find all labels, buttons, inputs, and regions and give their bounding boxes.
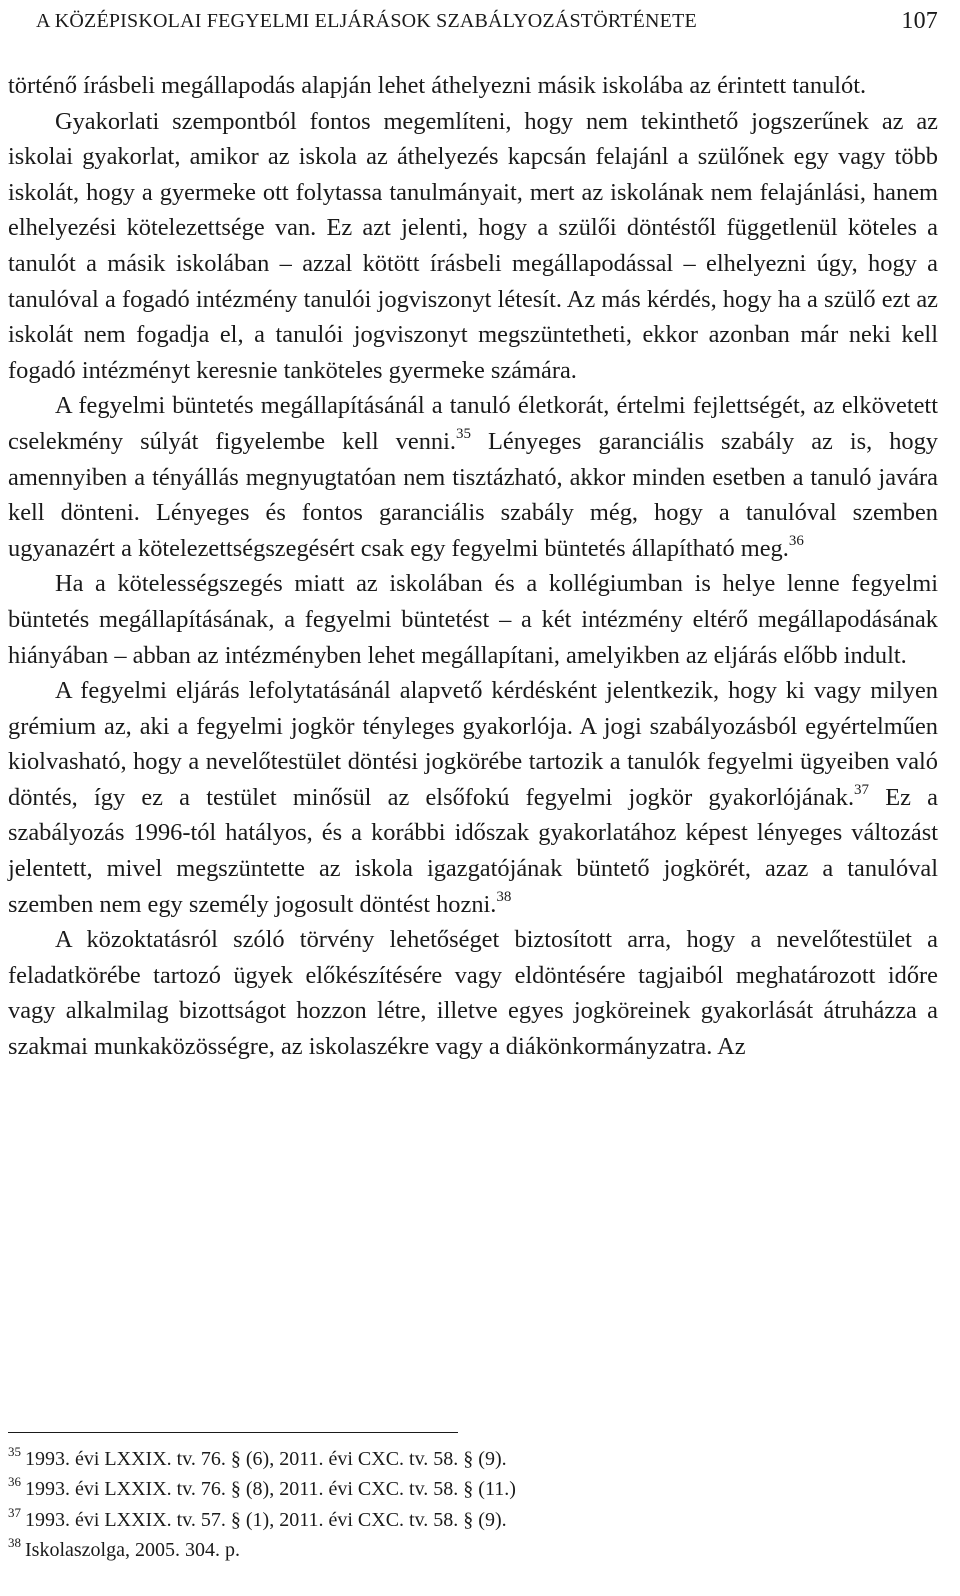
- paragraph-3-part-b: Lényeges garanciális szabály az is, hogy amennyiben a tényállás megnyugtatóan nem tisztázható, akkor minden esetben a tanuló javára kell dönteni. Lényeges és fontos garanciális szabály még, hogy a tanulóval szemben ugyanazért a kötelezettségszegésért csak egy fegyelmi büntetés állapítható meg.: [8, 427, 938, 562]
- page-number: 107: [901, 8, 938, 34]
- paragraph-5-part-a: A fegyelmi eljárás lefolytatásánál alapvető kérdésként jelentkezik, hogy ki vagy milyen grémium az, aki a fegyelmi jogkör tényleges gyakorlója. A jogi szabályozásból egyértelműen kiolvasható, hogy a nevelőtestület döntési jogkörébe tartozik a tanulók fegyelmi ügyeiben való döntés, így ez a testület minősül az elsőfokú fegyelmi jogkör gyakorlójának.: [8, 677, 938, 811]
- footnotes: [8, 1444, 938, 1566]
- footnote-text: 1993. évi LXXIX. tv. 57. § (1), 2011. évi CXC. tv. 58. § (9).: [25, 1508, 507, 1531]
- running-header: [8, 4, 938, 38]
- footnote-text: 1993. évi LXXIX. tv. 76. § (8), 2011. évi CXC. tv. 58. § (11.): [25, 1478, 516, 1501]
- footnote-36: [8, 1474, 938, 1504]
- footnote-number: 35: [8, 1444, 21, 1459]
- footnote-text: Iskolaszolga, 2005. 304. p.: [25, 1539, 240, 1562]
- paragraph-1: történő írásbeli megállapodás alapján lehet áthelyezni másik iskolába az érintett tanulót.: [8, 72, 867, 99]
- footnote-ref-37[interactable]: 37: [854, 781, 870, 798]
- paragraph-5-part-b: Ez a szabályozás 1996-tól hatályos, és a korábbi időszak gyakorlatához képest lényeges változást jelentett, mivel megszüntette az iskola igazgatójának büntető jogkörét, azaz a tanulóval szemben nem egy személy jogosult döntést hozni.: [8, 783, 938, 918]
- footnote-ref-38[interactable]: 38: [496, 888, 512, 905]
- paragraph-2: Gyakorlati szempontból fontos megemlíteni, hogy nem tekinthető jogszerűnek az az iskolai gyakorlat, amikor az iskola az áthelyezés kapcsán felajánl a szülőnek egy vagy több iskolát, hogy a gyermeke ott folytassa tanulmányait, mert az iskolának nem felajánlási, hanem elhelyezési kötelezettsége van. Ez azt jelenti, hogy a szülői döntéstől függetlenül köteles a tanulót a másik iskolában – azzal kötött írásbeli megállapodással – elhelyezni úgy, hogy a tanulóval a fogadó intézmény tanulói jogviszonyt létesít. Az más kérdés, hogy ha a szülő ezt az iskolát nem fogadja el, a tanulói jogviszonyt megszüntetheti, ekkor azonban már neki kell fogadó intézményt keresnie tanköteles gyermeke számára.: [8, 107, 938, 384]
- footnote-number: 36: [8, 1474, 21, 1490]
- paragraph-3: [8, 388, 938, 566]
- footnote-text: 1993. évi LXXIX. tv. 76. § (6), 2011. évi CXC. tv. 58. § (9).: [25, 1448, 507, 1470]
- paragraph-6: A közoktatásról szóló törvény lehetőséget biztosított arra, hogy a nevelőtestület a feladatkörébe tartozó ügyek előkészítésére vagy eldöntésére tagjaiból meghatározott időre vagy alkalmilag bizottságot hozzon létre, illetve egyes jogköreinek gyakorlását átruházza a szakmai munkaközösségre, az iskolaszékre vagy a diákönkormányzatra. Az: [8, 926, 938, 1061]
- chapter-title: A KÖZÉPISKOLAI FEGYELMI ELJÁRÁSOK SZABÁLYOZÁSTÖRTÉNETE: [36, 10, 697, 32]
- footnote-separator: [8, 1432, 458, 1433]
- paragraph-5: [8, 673, 938, 922]
- footnote-37: [8, 1505, 938, 1535]
- footnote-ref-35[interactable]: 35: [455, 425, 471, 442]
- paragraph-3-part-a: A fegyelmi büntetés megállapításánál a tanuló életkorát, értelmi fejlettségét, az elkövetett cselekmény súlyát figyelembe kell venni.: [8, 392, 938, 455]
- footnote-ref-36[interactable]: 36: [788, 532, 804, 549]
- footnote-38: [8, 1535, 938, 1565]
- body-text: [8, 68, 938, 1065]
- footnote-number: 38: [8, 1535, 21, 1551]
- footnote-number: 37: [8, 1504, 21, 1520]
- footnote-35: [8, 1444, 938, 1474]
- paragraph-4: Ha a kötelességszegés miatt az iskolában és a kollégiumban is helye lenne fegyelmi büntetés megállapításának, a fegyelmi büntetést – a két intézmény eltérő megállapodásának hiányában – abban az intézményben lehet megállapítani, amelyikben az eljárás előbb indult.: [8, 570, 938, 669]
